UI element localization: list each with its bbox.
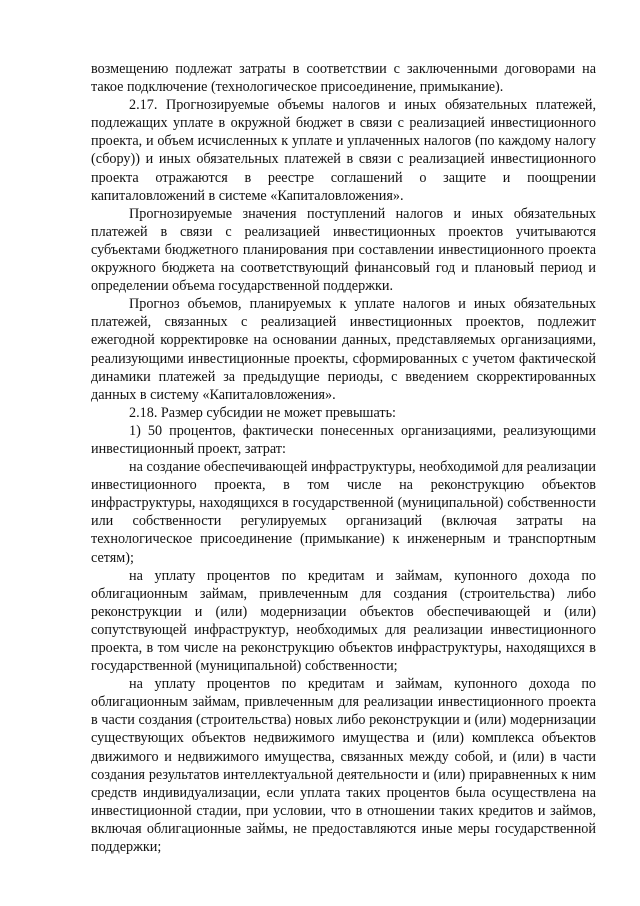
paragraph-interest-infrastructure: на уплату процентов по кредитам и займам, купонного дохода по облигационным займам, привлеченным для создания (строительства) либо реконструкции и (или) модернизации объектов обеспечивающей и (или) сопутствующей инфраструктур, необходимых для реализации инвестиционного проекта, в том числе на реконструкцию объектов инфраструктуры, находящихся в государственной (муниципальной) собственности;: [91, 567, 596, 675]
paragraph-2-17: 2.17. Прогнозируемые объемы налогов и иных обязательных платежей, подлежащих уплате в окружной бюджет в связи с реализацией инвестиционного проекта, и объем исчисленных к уплате и уплаченных налогов (по каждому налогу (сбору)) и иных обязательных платежей в связи с реализацией инвестиционного проекта отражаются в реестре соглашений о защите и поощрении капиталовложений в системе «Капиталовложения».: [91, 97, 596, 204]
paragraph-infrastructure-costs: на создание обеспечивающей инфраструктуры, необходимой для реализации инвестиционного проекта, в том числе на реконструкцию объектов инфраструктуры, находящихся в государственной (муниципальной) собственности или собственности регулируемых организаций (включая затраты на технологическое присоединение (примыкание) к инженерным и транспортным сетям);: [91, 459, 596, 566]
paragraph-interest-investment: на уплату процентов по кредитам и займам, купонного дохода по облигационным займам, привлеченным для реализации инвестиционного проекта в части создания (строительства) новых либо реконструкции и (или) модернизации существующих объектов недвижимого имущества и (или) комплекса объектов движимого и недвижимого имущества, связанных между собой, и (или) в части создания результатов интеллектуальной деятельности и (или) приравненных к ним средств индивидуализации, если уплата таких процентов была осуществлена на инвестиционной стадии, при условии, что в отношении таких кредитов и займов, включая облигационные займы, не предоставляются иные меры государственной поддержки;: [91, 676, 596, 856]
list-item-1: 1) 50 процентов, фактически понесенных организациями, реализующими инвестиционный проект, затрат:: [91, 422, 596, 457]
paragraph-forecast-adjustment: Прогноз объемов, планируемых к уплате налогов и иных обязательных платежей, связанных с реализацией инвестиционных проектов, подлежит ежегодной корректировке на основании данных, представляемых организациями, реализующими инвестиционные проекты, сформированных с учетом фактической динамики платежей за предыдущие периоды, с введением скорректированных данных в систему «Капиталовложения».: [91, 296, 596, 403]
paragraph-continuation: возмещению подлежат затраты в соответствии с заключенными договорами на такое подключение (технологическое присоединение, примыкание).: [91, 61, 596, 96]
paragraph-forecast-values: Прогнозируемые значения поступлений налогов и иных обязательных платежей в связи с реализацией инвестиционных проектов учитываются субъектами бюджетного планирования при составлении инвестиционного проекта окружного бюджета на соответствующий финансовый год и плановый период и определении объема государственной поддержки.: [91, 205, 596, 295]
paragraph-2-18: 2.18. Размер субсидии не может превышать:: [129, 404, 396, 421]
